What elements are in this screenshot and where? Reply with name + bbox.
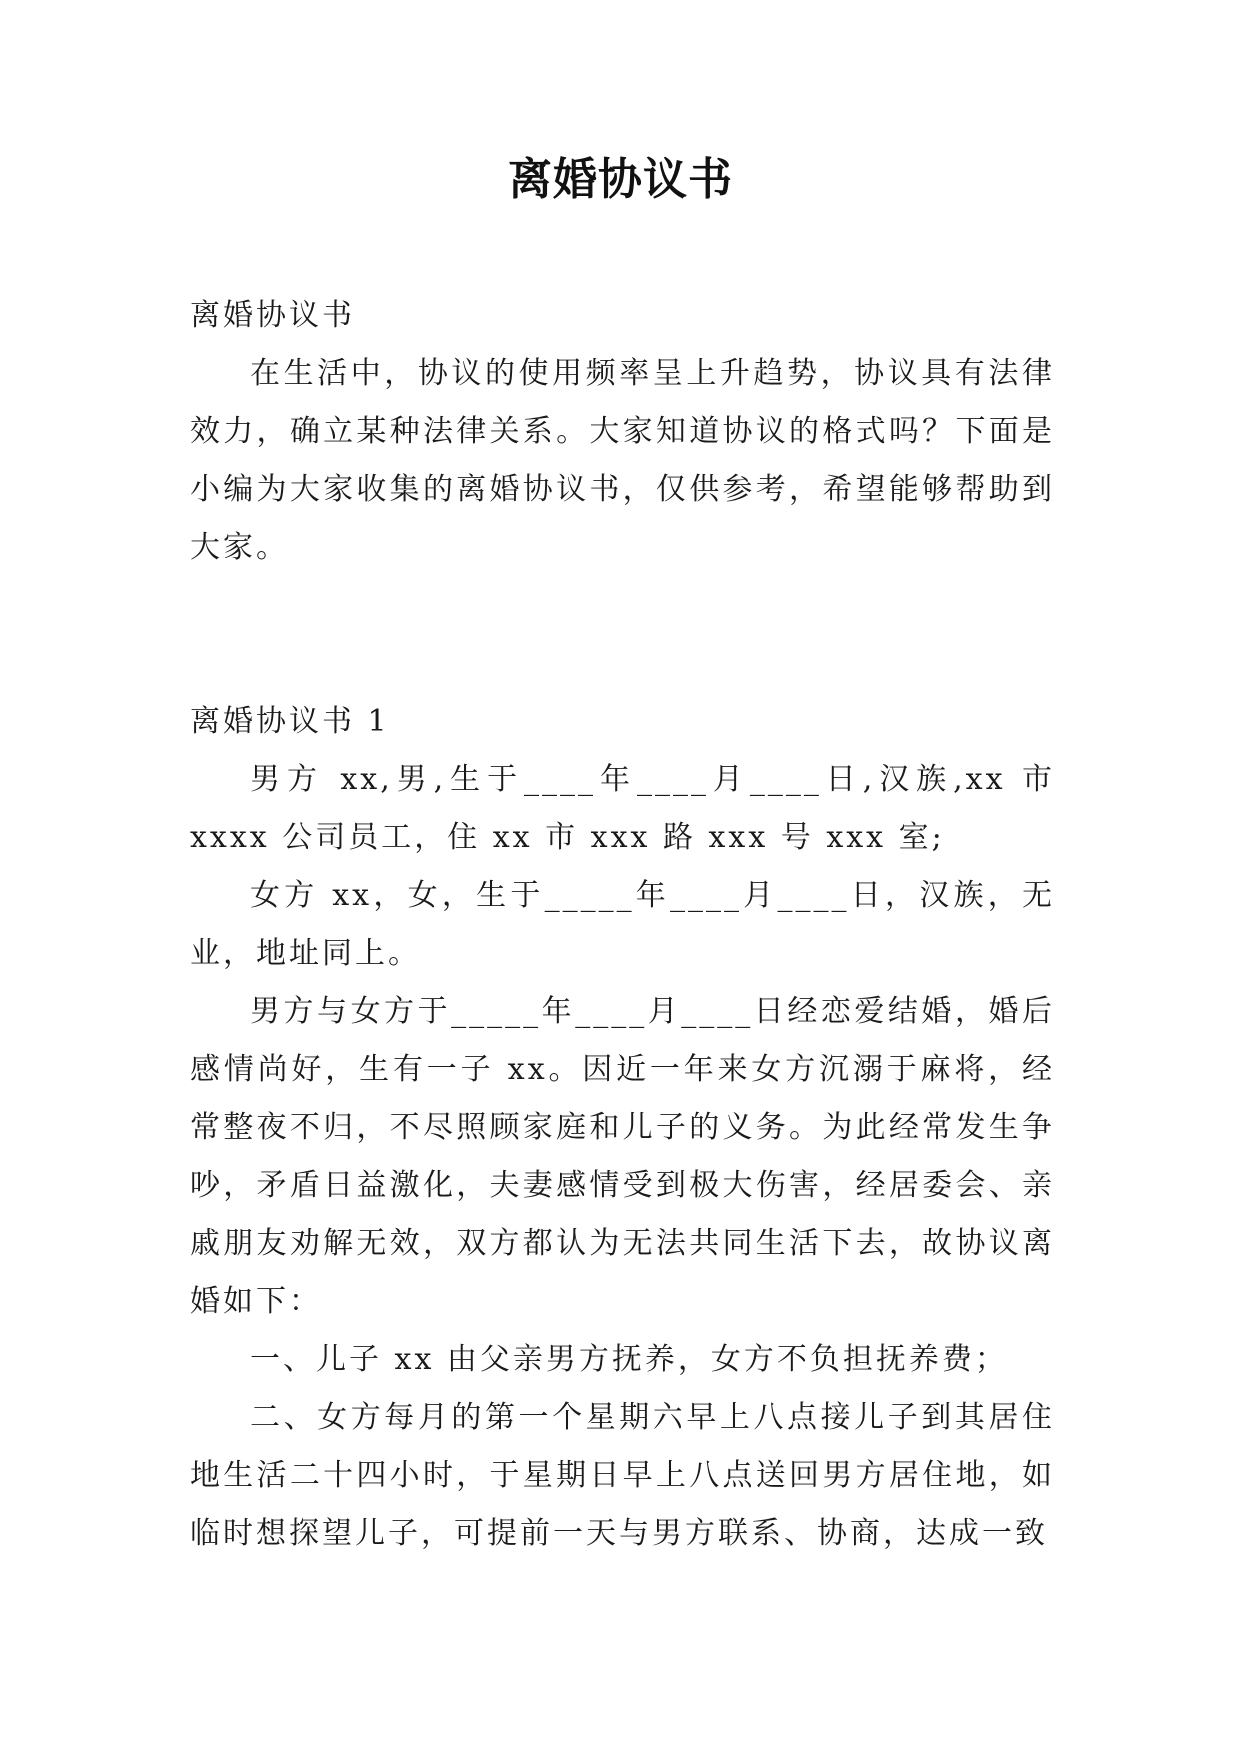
paragraph-marriage-background: 男方与女方于_____年____月____日经恋爱结婚，婚后感情尚好，生有一子 xx。因近一年来女方沉溺于麻将，经常整夜不归，不尽照顾家庭和儿子的义务。为此经常发生争吵，矛盾日益激化，夫妻感情受到极大伤害，经居委会、亲戚朋友劝解无效，双方都认为无法共同生活下去，故协议离婚如下：	[190, 994, 1055, 1319]
intro-paragraph: 在生活中，协议的使用频率呈上升趋势，协议具有法律效力，确立某种法律关系。大家知道协议的格式吗？下面是小编为大家收集的离婚协议书，仅供参考，希望能够帮助到大家。	[190, 356, 1055, 565]
clause-two: 二、女方每月的第一个星期六早上八点接儿子到其居住地生活二十四小时，于星期日早上八点送回男方居住地，如临时想探望儿子，可提前一天与男方联系、协商，达成一致	[190, 1400, 1055, 1551]
document-title: 离婚协议书	[508, 154, 733, 205]
intro-heading: 离婚协议书	[190, 298, 355, 333]
document-body	[190, 287, 1055, 1563]
paragraph-wife: 女方 xx，女，生于_____年____月____日，汉族，无业，地址同上。	[190, 878, 1055, 971]
clause-one: 一、儿子 xx 由父亲男方抚养，女方不负担抚养费；	[250, 1342, 1008, 1377]
section-heading: 离婚协议书 1	[190, 704, 390, 739]
paragraph-husband: 男方 xx,男,生于____年____月____日,汉族,xx 市 xxxx 公司员工，住 xx 市 xxx 路 xxx 号 xxx 室;	[190, 762, 1055, 855]
section-spacer	[190, 577, 1055, 693]
